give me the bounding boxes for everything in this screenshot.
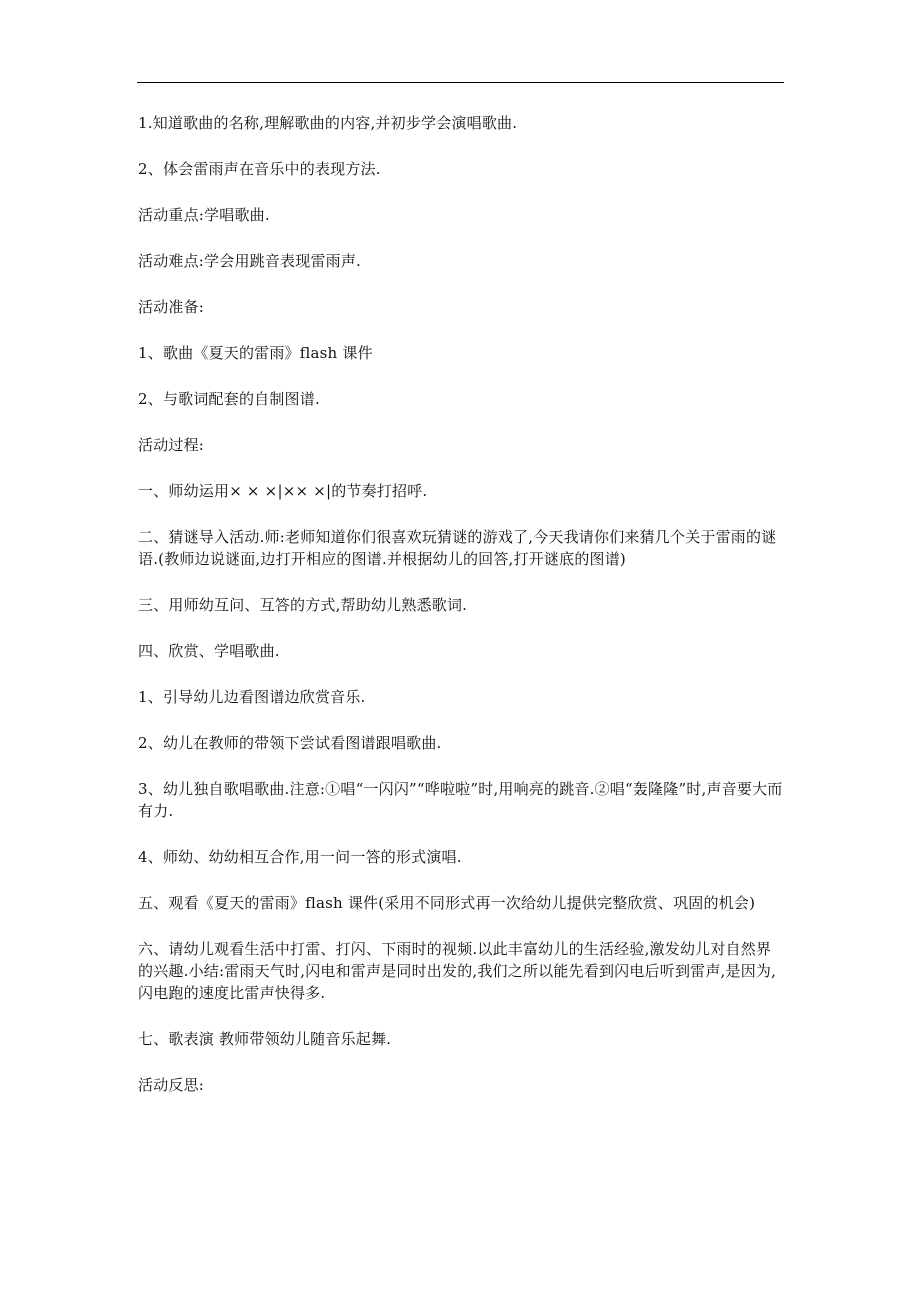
document-body [138,112,784,1120]
process-step-5: 五、观看《夏天的雷雨》flash 课件(采用不同形式再一次给幼儿提供完整欣赏、巩固的机会) [138,894,756,912]
key-point: 活动重点:学唱歌曲. [138,206,270,224]
preparation-heading: 活动准备: [138,298,205,316]
preparation-item-2: 2、与歌词配套的自制图谱. [138,390,320,408]
process-substep-4: 4、师幼、幼幼相互合作,用一问一答的形式演唱. [138,848,462,866]
process-step-1: 一、师幼运用× × ×|×× ×|的节奏打招呼. [138,482,428,500]
process-step-7: 七、歌表演 教师带领幼儿随音乐起舞. [138,1030,392,1048]
process-step-4: 四、欣赏、学唱歌曲. [138,642,280,660]
reflection-heading: 活动反思: [138,1076,205,1094]
process-step-3: 三、用师幼互问、互答的方式,帮助幼儿熟悉歌词. [138,596,468,614]
process-substep-3: 3、幼儿独自歌唱歌曲.注意:①唱“一闪闪”“哗啦啦”时,用响亮的跳音.②唱“轰隆隆”时,声音要大而有力. [138,780,783,820]
header-rule [137,82,784,83]
process-step-6: 六、请幼儿观看生活中打雷、打闪、下雨时的视频.以此丰富幼儿的生活经验,激发幼儿对自然界的兴趣.小结:雷雨天气时,闪电和雷声是同时出发的,我们之所以能先看到闪电后听到雷声,是因为,闪电跑的速度比雷声快得多. [138,940,777,1002]
objective-1: 1.知道歌曲的名称,理解歌曲的内容,并初步学会演唱歌曲. [138,114,518,132]
difficult-point: 活动难点:学会用跳音表现雷雨声. [138,252,362,270]
objective-2: 2、体会雷雨声在音乐中的表现方法. [138,160,381,178]
process-substep-2: 2、幼儿在教师的带领下尝试看图谱跟唱歌曲. [138,734,442,752]
process-substep-1: 1、引导幼儿边看图谱边欣赏音乐. [138,688,366,706]
process-step-2: 二、猜谜导入活动.师:老师知道你们很喜欢玩猜谜的游戏了,今天我请你们来猜几个关于雷雨的谜语.(教师边说谜面,边打开相应的图谱.并根据幼儿的回答,打开谜底的图谱) [138,528,777,568]
process-heading: 活动过程: [138,436,205,454]
preparation-item-1: 1、歌曲《夏天的雷雨》flash 课件 [138,344,373,362]
